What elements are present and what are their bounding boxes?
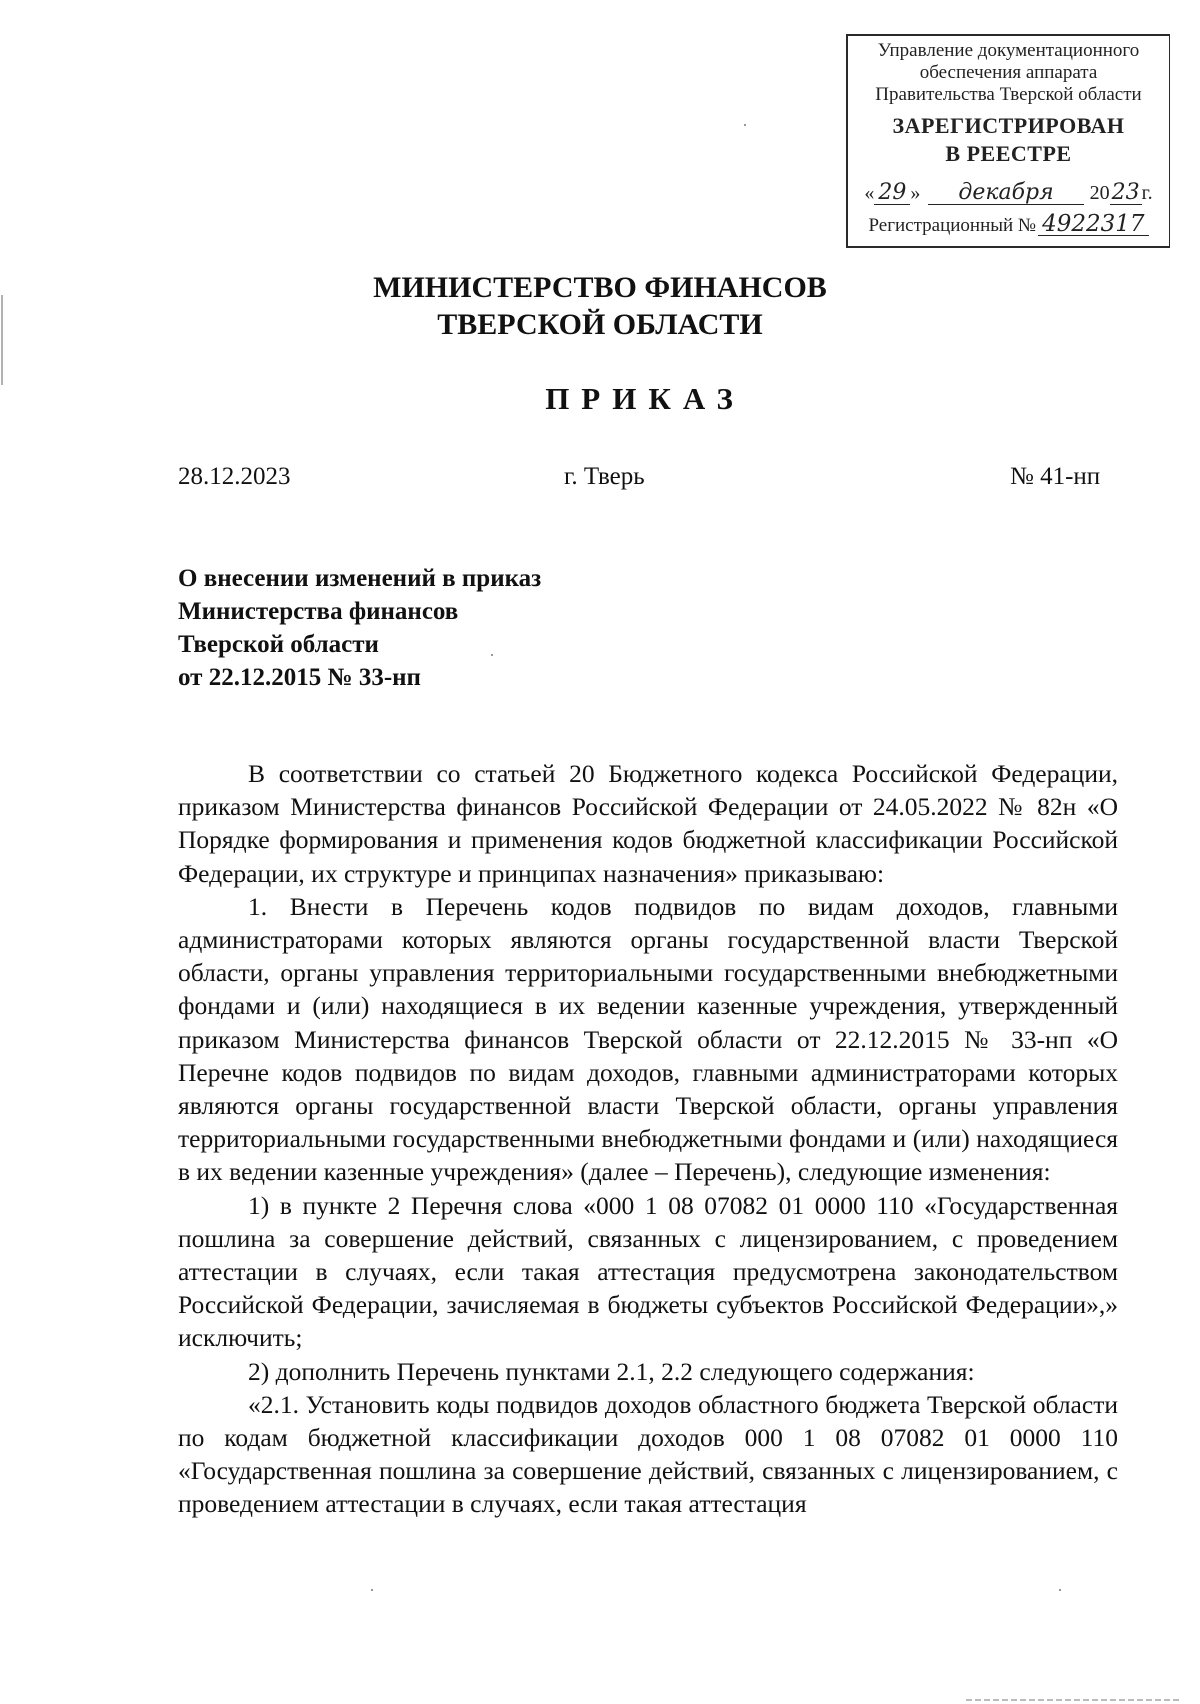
stamp-open-quote: « <box>864 182 875 204</box>
body-paragraph-item-1: 1. Внести в Перечень кодов подвидов по видам доходов, главными администраторами которых являются органы государственной власти Тверской области, органы управления территориальными государственными внебюджетными фондами и (или) находящиеся в их ведении казенные учреждения, утвержденный приказом Министерства финансов Тверской области от 22.12.2015 № 33-нп «О Перечне кодов подвидов по видам доходов, главными администраторами которых являются органы государственной власти Тверской области, органы управления территориальными государственными внебюджетными фондами и (или) находящиеся в их ведении казенные учреждения» (далее – Перечень), следующие изменения: <box>178 891 1118 1187</box>
organization-name-line-2: ТВЕРСКОЙ ОБЛАСТИ <box>437 308 763 341</box>
stamp-month: декабря <box>928 182 1083 205</box>
document-date: 28.12.2023 <box>178 463 291 490</box>
body-paragraph-preamble: В соответствии со статьей 20 Бюджетного кодекса Российской Федерации, приказом Министерства финансов Российской Федерации от 24.05.2022 № 82н «О Порядке формирования и применения кодов бюджетной классификации Российской Федерации, их структуре и принципах назначения» приказываю: <box>178 759 1118 888</box>
body-paragraph-subitem-1: 1) в пункте 2 Перечня слова «000 1 08 07082 01 0000 110 «Государственная пошлина за совершение действий, связанных с лицензированием, с проведением аттестации в случаях, если такая аттестация предусмотрена законодательством Российской Федерации, зачисляемая в бюджеты субъектов Российской Федерации»,» исключить; <box>178 1190 1118 1353</box>
stamp-year-suffix: 23 <box>1111 180 1140 205</box>
stamp-year-end: г. <box>1141 182 1153 204</box>
stamp-day: 29 <box>874 182 910 205</box>
subject-line-1: О внесении изменений в приказ <box>178 565 542 592</box>
subject-line-3: Тверской области <box>178 631 379 658</box>
document-number: № 41-нп <box>1010 463 1101 490</box>
body-paragraph-point-2-1: «2.1. Установить коды подвидов доходов областного бюджета Тверской области по кодам бюджетной классификации доходов 000 1 08 07082 01 0000 110 «Государственная пошлина за совершение действий, связанных с лицензированием, с проведением аттестации в случаях, если такая аттестация <box>178 1389 1118 1519</box>
stamp-reg-number: 4922317 <box>1038 213 1148 236</box>
stamp-line-1: Управление документационного <box>877 40 1140 61</box>
subject-line-4: от 22.12.2015 № 33-нп <box>178 664 421 691</box>
document-city: г. Тверь <box>564 463 645 490</box>
stamp-date <box>848 182 1169 205</box>
stamp-close-quote: » <box>910 182 921 204</box>
stamp-line-2: обеспечения аппарата <box>919 62 1098 83</box>
registration-stamp <box>846 34 1170 248</box>
organization-name-line-1: МИНИСТЕРСТВО ФИНАНСОВ <box>373 271 827 304</box>
document-body <box>178 757 1118 1521</box>
stamp-registered-1: ЗАРЕГИСТРИРОВАН <box>892 113 1125 138</box>
stamp-year-prefix: 20 <box>1089 182 1110 204</box>
stamp-reg-label: Регистрационный № <box>868 215 1037 236</box>
stamp-registration-number <box>848 213 1169 237</box>
stamp-line-3: Правительства Тверской области <box>875 84 1142 105</box>
stamp-registered-2: В РЕЕСТРЕ <box>945 141 1072 166</box>
subject-line-2: Министерства финансов <box>178 598 459 625</box>
body-paragraph-subitem-2: 2) дополнить Перечень пунктами 2.1, 2.2 следующего содержания: <box>248 1356 975 1386</box>
document-subject <box>178 562 541 694</box>
document-type-title: ПРИКАЗ <box>545 381 745 416</box>
